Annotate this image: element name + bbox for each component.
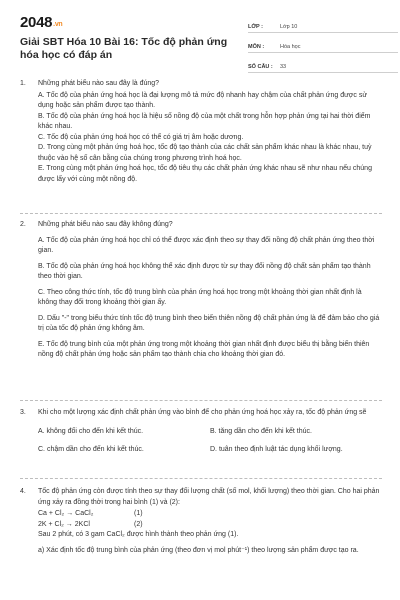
choice-text: B. tăng dần cho đến khi kết thúc.: [210, 427, 312, 435]
question-body: [38, 487, 382, 556]
question-number: 3.: [20, 409, 26, 416]
question-statement: Sau 2 phút, có 3 gam CaCl₂ được hình thành theo phản ứng (1).: [38, 531, 239, 538]
statement-b: B. Tốc độ của phản ứng hoá học không thể xác định được từ sự thay đổi nồng độ chất sản phẩm tạo thành theo thời gian.: [38, 262, 371, 280]
answer-choices: [38, 427, 382, 456]
choice-d[interactable]: [210, 445, 382, 456]
statement-c: C. Tốc độ của phản ứng hoá học có thể có giá trị âm hoặc dương.: [38, 133, 244, 141]
question-3: [20, 408, 382, 456]
meta-label: SỐ CÂU :: [248, 64, 273, 70]
choice-b[interactable]: [210, 427, 382, 438]
logo-text: 2048: [20, 14, 53, 31]
equation-tag: (1): [134, 510, 143, 517]
meta-value: Lớp 10: [280, 24, 298, 30]
question-1: [20, 79, 382, 185]
page-title: Giải SBT Hóa 10 Bài 16: Tốc độ phản ứng hóa học có đáp án: [20, 36, 228, 61]
statement-d: D. Dấu "-" trong biểu thức tính tốc độ trung bình theo biến thiên nồng độ chất phản ứng là để đảm bảo cho giá trị của tốc độ phản ứng không âm.: [38, 314, 380, 332]
question-stem: Khi cho một lượng xác định chất phản ứng vào bình để cho phản ứng hoá học xảy ra, tốc độ phản ứng sẽ: [38, 409, 367, 416]
choice-text: D. tuân theo định luật tác dụng khối lượng.: [210, 446, 343, 453]
meta-label: LỚP :: [248, 24, 263, 30]
statement-b: B. Tốc độ của phản ứng hoá học là hiệu số nồng độ của một chất trong hỗn hợp phản ứng tại hai thời điểm khác nhau.: [38, 112, 371, 130]
meta-value: Hóa học: [280, 44, 301, 50]
question-4: [20, 487, 382, 556]
choice-text: A. không đổi cho đến khi kết thúc.: [38, 427, 144, 435]
meta-box: [248, 16, 398, 76]
question-2: [20, 220, 382, 361]
question-stem: Những phát biểu nào sau đây là đúng?: [38, 80, 160, 87]
divider: [20, 478, 382, 479]
divider: [20, 213, 382, 214]
equation-lhs: Ca + Cl₂ → CaCl₂: [38, 510, 94, 517]
equation-lhs: 2K + Cl₂ → 2KCl: [38, 520, 90, 528]
meta-row-subject: [248, 36, 398, 53]
meta-value: 33: [280, 64, 287, 70]
site-logo[interactable]: [20, 14, 62, 31]
divider: [20, 400, 382, 401]
choice-text: C. chậm dần cho đến khi kết thúc.: [38, 446, 144, 453]
statement-c: C. Theo công thức tính, tốc độ trung bình của phản ứng hoá học trong một khoảng thời gian nhất định là không thay đổi trong khoảng thời gian ấy.: [38, 288, 362, 306]
question-number: 1.: [20, 80, 26, 87]
question-stem: Những phát biểu nào sau đây không đúng?: [38, 221, 173, 228]
meta-label: MÔN :: [248, 44, 265, 50]
question-body: [38, 220, 382, 361]
question-stem: Tốc độ phản ứng còn được tính theo sự thay đổi lượng chất (số mol, khối lượng) theo thời gian. Cho hai phản ứng xảy ra đồng thời trong hai bình (1) và (2):: [38, 488, 380, 506]
equation-1: [38, 509, 382, 520]
question-number: 2.: [20, 221, 26, 228]
choice-c[interactable]: [38, 445, 210, 456]
equation-tag: (2): [134, 520, 143, 528]
statement-e: E. Tốc độ trung bình của một phản ứng trong một khoảng thời gian nhất định được biểu thị bằng biến thiên nồng độ chất phản ứng hoặc sản phẩm tạo thành chia cho khoảng thời gian đó.: [38, 340, 370, 358]
sub-question-a: a) Xác định tốc độ trung bình của phản ứng (theo đơn vị mol phút⁻¹) theo lượng sản phẩm được tạo ra.: [38, 546, 359, 554]
document-header: [20, 10, 382, 84]
question-body: [38, 408, 382, 456]
statement-a: A. Tốc độ của phản ứng hoá học là đại lượng mô tả mức độ nhanh hay chậm của chất phản ứng được sử dụng hoặc sản phẩm được tạo thành.: [38, 91, 368, 109]
logo-suffix: .vn: [53, 21, 63, 28]
meta-row-count: [248, 56, 398, 73]
equation-2: [38, 520, 382, 531]
choice-a[interactable]: [38, 427, 210, 438]
question-body: [38, 79, 382, 185]
statement-a: A. Tốc độ của phản ứng hoá học chỉ có thể được xác định theo sự thay đổi nồng độ chất phản ứng theo thời gian.: [38, 236, 375, 254]
meta-row-class: [248, 16, 398, 33]
question-number: 4.: [20, 488, 26, 495]
statement-d: D. Trong cùng một phản ứng hoá học, tốc độ tạo thành của các chất sản phẩm khác nhau là khác nhau, tuỳ thuộc vào hệ số cân bằng của chúng trong phương trình hoá học.: [38, 144, 372, 162]
statement-e: E. Trong cùng một phản ứng hoá học, tốc độ tiêu thụ các chất phản ứng khác nhau sẽ như nhau nếu chúng được lấy với cùng một nồng độ.: [38, 165, 372, 183]
